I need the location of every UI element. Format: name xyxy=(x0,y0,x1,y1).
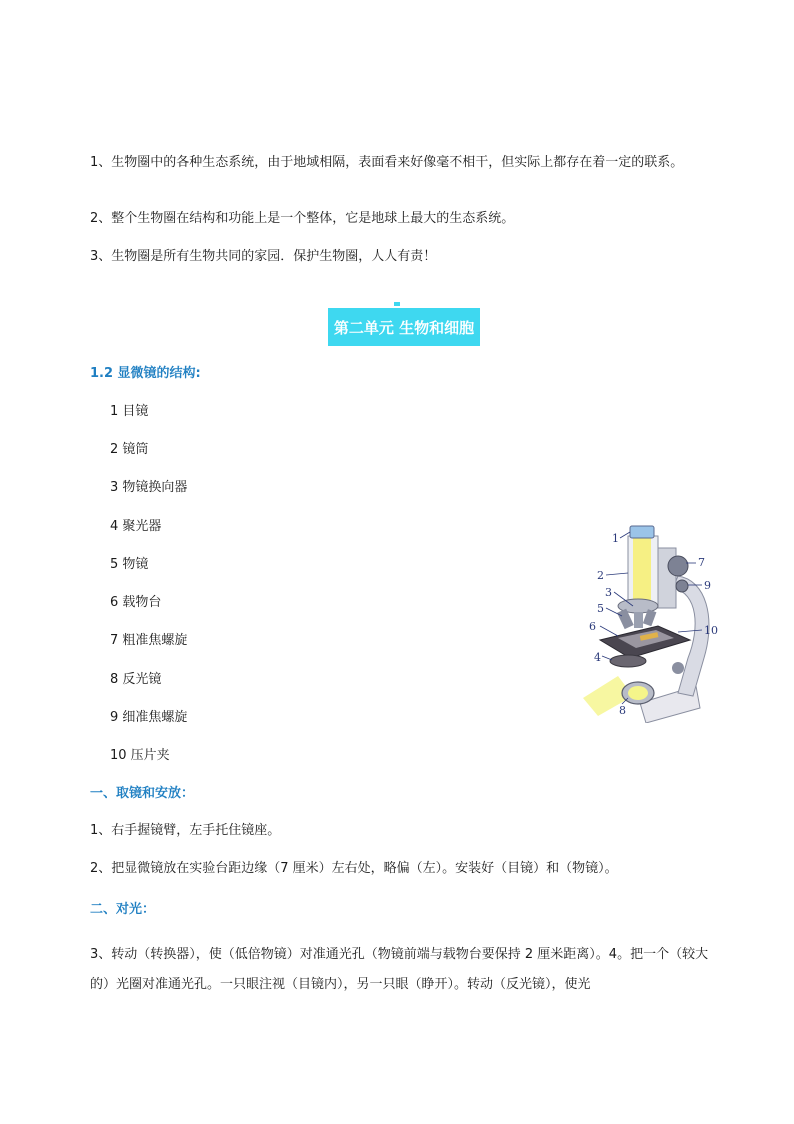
list-item: 6 载物台 xyxy=(110,595,162,610)
diagram-label: 1 xyxy=(612,532,619,545)
coarse-focus-knob-icon xyxy=(668,556,688,576)
mirror-reflection xyxy=(628,686,648,700)
diagram-label: 5 xyxy=(597,602,604,615)
diagram-label: 4 xyxy=(594,651,601,664)
section-heading-light: 二、对光： xyxy=(90,902,156,917)
eyepiece-icon xyxy=(630,526,654,538)
base-knob-icon xyxy=(672,662,684,674)
list-item: 8 反光镜 xyxy=(110,672,162,687)
paragraph-3: 3、生物圈是所有生物共同的家园．保护生物圈，人人有责！ xyxy=(90,249,437,264)
section-heading-microscope: 1.2 显微镜的结构: xyxy=(90,366,201,381)
diagram-label: 10 xyxy=(704,624,718,637)
diagram-label: 8 xyxy=(619,704,626,717)
paragraph-2: 2、整个生物圈在结构和功能上是一个整体，它是地球上最大的生态系统。 xyxy=(90,211,515,226)
list-item: 7 粗准焦螺旋 xyxy=(110,633,188,648)
condenser xyxy=(610,655,646,667)
fine-focus-knob-icon xyxy=(676,580,688,592)
list-item: 10 压片夹 xyxy=(110,748,170,763)
paragraph-take-1: 1、右手握镜臂，左手托住镜座。 xyxy=(90,823,281,838)
list-item: 9 细准焦螺旋 xyxy=(110,710,188,725)
diagram-label: 6 xyxy=(589,620,596,633)
list-item: 2 镜筒 xyxy=(110,442,149,457)
list-item: 5 物镜 xyxy=(110,557,149,572)
tube-light xyxy=(633,538,651,604)
microscope-diagram xyxy=(578,518,728,723)
diagram-label: 3 xyxy=(605,586,612,599)
objective-lens-icon xyxy=(634,612,643,628)
diagram-label: 9 xyxy=(704,579,711,592)
banner-marker xyxy=(394,302,400,306)
paragraph-take-2: 2、把显微镜放在实验台距边缘（7 厘米）左右处，略偏（左）。安装好（目镜）和（物镜）。 xyxy=(90,861,618,876)
diagram-label: 2 xyxy=(597,569,604,582)
paragraph-light: 3、转动（转换器），使（低倍物镜）对准通光孔（物镜前端与载物台要保持 2 厘米距离）。4。把一个（较大的）光圈对准通光孔。一只眼注视（目镜内），另一只眼（睁开）。转动（反光镜），使光 xyxy=(90,947,709,992)
diagram-label: 7 xyxy=(698,556,705,569)
unit-title: 第二单元 生物和细胞 xyxy=(328,308,480,346)
paragraph-1: 1、生物圈中的各种生态系统，由于地域相隔，表面看来好像毫不相干，但实际上都存在着一定的联系。 xyxy=(90,155,684,170)
list-item: 3 物镜换向器 xyxy=(110,480,188,495)
section-heading-take: 一、取镜和安放： xyxy=(90,786,195,801)
list-item: 1 目镜 xyxy=(110,404,149,419)
list-item: 4 聚光器 xyxy=(110,519,162,534)
